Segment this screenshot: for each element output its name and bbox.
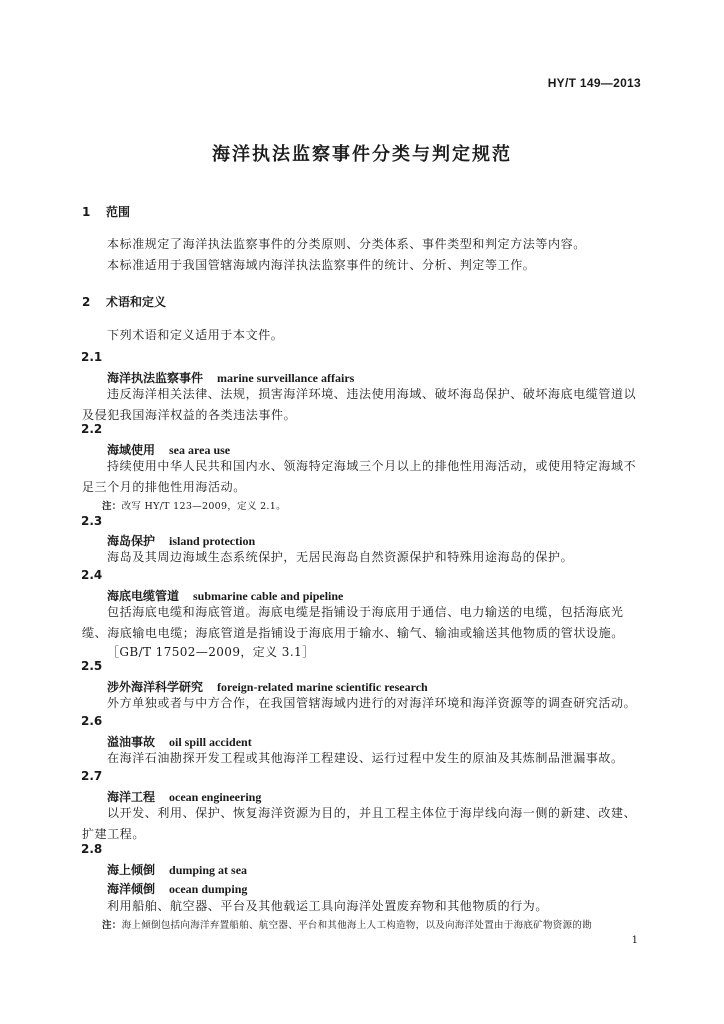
paragraph: 本标准适用于我国管辖海域内海洋执法监察事件的统计、分析、判定等工作。 <box>107 258 536 272</box>
term-note <box>102 498 647 512</box>
term-number: 2.5 <box>81 659 103 673</box>
term-definition: 在海洋石油勘探开发工程或其他海洋工程建设、运行过程中发生的原油及其炼制品泄漏事故。 <box>107 751 624 765</box>
term-number: 2.4 <box>81 568 103 582</box>
term-en: ocean engineering <box>169 790 262 804</box>
term-definition: 海岛及其周边海域生态系统保护，无居民海岛自然资源保护和特殊用途海岛的保护。 <box>107 550 574 564</box>
term-note <box>102 917 647 931</box>
term-number: 2.2 <box>81 422 103 436</box>
section-number: 2 <box>82 295 91 309</box>
term-en: marine surveillance affairs <box>217 371 355 385</box>
term-heading-alt <box>107 880 247 897</box>
term-number: 2.7 <box>81 769 103 783</box>
term-definition: 以开发、利用、保护、恢复海洋资源为目的，并且工程主体位于海岸线向海一侧的新建、改建、扩建工程。 <box>82 806 637 841</box>
section-heading-scope <box>82 203 130 220</box>
term-en: ocean dumping <box>169 882 248 896</box>
term-cn: 溢油事故 <box>107 735 156 749</box>
term-definition: 外方单独或者与中方合作，在我国管辖海域内进行的对海洋环境和海洋资源等的调查研究活动。 <box>107 696 637 710</box>
paragraph: 本标准规定了海洋执法监察事件的分类原则、分类体系、事件类型和判定方法等内容。 <box>107 237 586 251</box>
section-title: 术语和定义 <box>106 295 167 309</box>
term-definition: 包括海底电缆和海底管道。海底电缆是指铺设于海底用于通信、电力输送的电缆，包括海底光缆、海底输电电缆；海底管道是指铺设于海底用于输水、输气、输油或输送其他物质的管状设施。 <box>82 605 624 640</box>
term-number: 2.3 <box>81 514 103 528</box>
page-number: 1 <box>631 935 638 946</box>
term-cn: 海底电缆管道 <box>107 589 180 603</box>
note-text: 海上倾倒包括向海洋弃置船舶、航空器、平台和其他海上人工构造物，以及向海洋处置由于海底矿物资源的勘 <box>121 920 593 931</box>
term-en: sea area use <box>169 443 231 457</box>
note-label: 注： <box>102 501 122 512</box>
term-definition: 违反海洋相关法律、法规，损害海洋环境、违法使用海域、破坏海岛保护、破坏海底电缆管道以及侵犯我国海洋权益的各类违法事件。 <box>82 387 637 422</box>
note-text: 改写 HY/T 123—2009，定义 2.1。 <box>121 501 286 512</box>
term-cn: 海域使用 <box>107 443 156 457</box>
term-en: island protection <box>169 534 256 548</box>
term-reference: ［GB/T 17502—2009，定义 3.1］ <box>107 645 315 659</box>
term-number: 2.8 <box>81 842 103 856</box>
paragraph: 下列术语和定义适用于本文件。 <box>107 328 284 342</box>
term-en: dumping at sea <box>169 863 248 877</box>
page-title: 海洋执法监察事件分类与判定规范 <box>212 144 512 165</box>
term-number: 2.6 <box>81 714 103 728</box>
term-en: oil spill accident <box>169 735 252 749</box>
term-definition: 利用船舶、航空器、平台及其他载运工具向海洋处置废弃物和其他物质的行为。 <box>107 899 549 913</box>
term-cn: 海洋倾倒 <box>107 882 156 896</box>
term-cn: 海岛保护 <box>107 534 156 548</box>
section-title: 范围 <box>106 205 131 219</box>
term-en: foreign-related marine scientific research <box>217 680 428 694</box>
term-number: 2.1 <box>81 350 103 364</box>
term-heading <box>107 861 247 878</box>
note-label: 注： <box>102 920 122 931</box>
standard-code: HY/T 149—2013 <box>547 76 641 90</box>
term-cn: 海洋执法监察事件 <box>107 371 204 385</box>
term-cn: 涉外海洋科学研究 <box>107 680 204 694</box>
term-cn: 海上倾倒 <box>107 863 156 877</box>
term-cn: 海洋工程 <box>107 790 156 804</box>
section-heading-terms <box>82 293 166 310</box>
term-en: submarine cable and pipeline <box>193 589 344 603</box>
term-definition: 持续使用中华人民共和国内水、领海特定海域三个月以上的排他性用海活动，或使用特定海域不足三个月的排他性用海活动。 <box>82 459 637 494</box>
section-number: 1 <box>82 205 91 219</box>
